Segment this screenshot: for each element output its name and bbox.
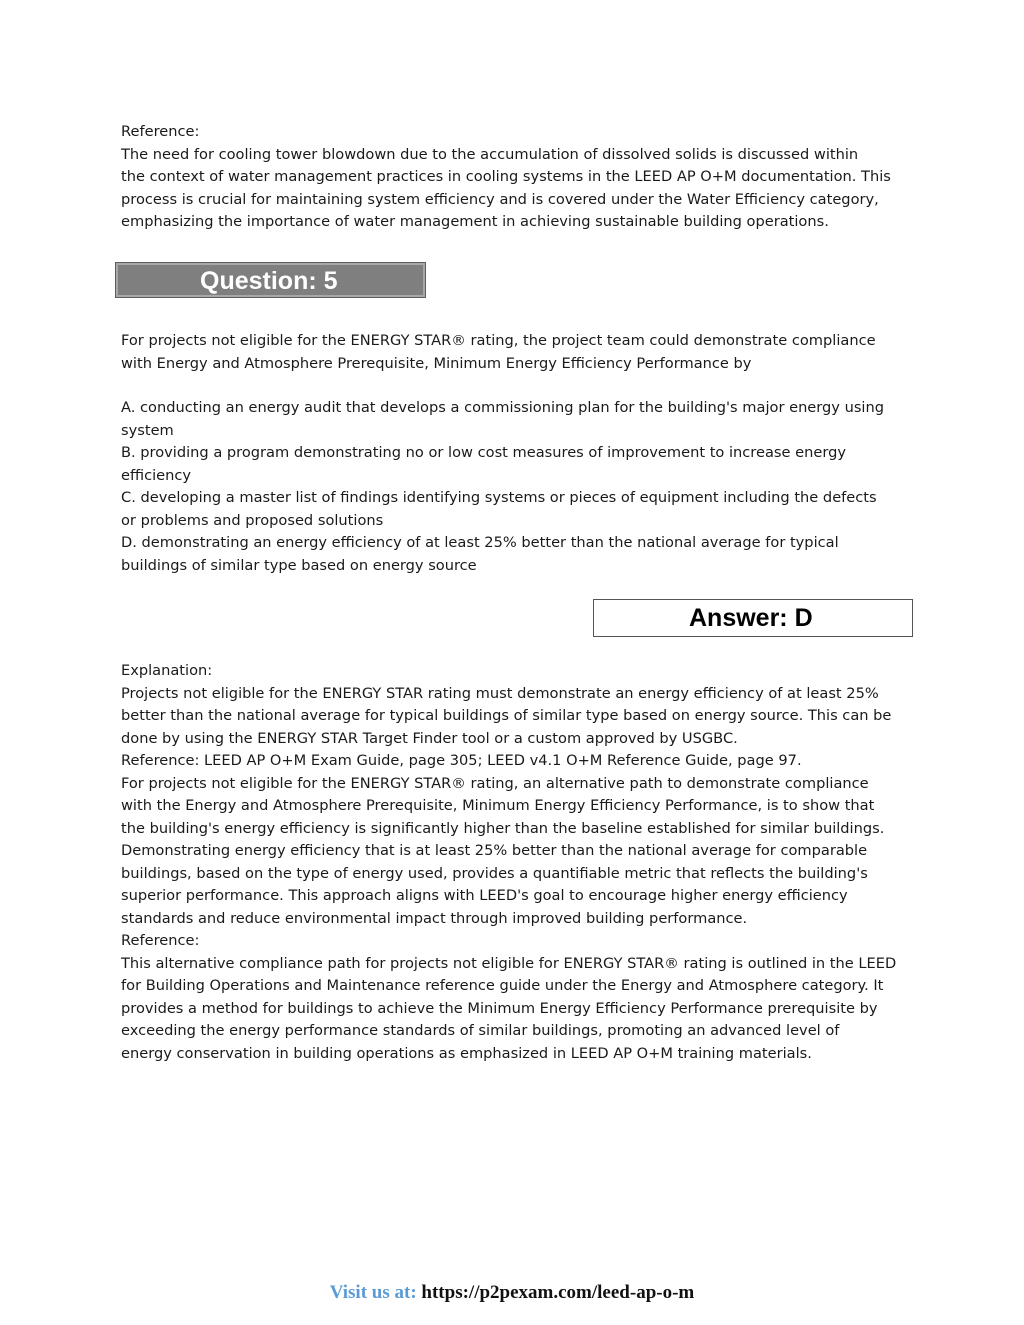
answer-options bbox=[121, 397, 911, 577]
option-a: A. conducting an energy audit that develops a commissioning plan for the building's major energy using bbox=[121, 399, 884, 416]
question-text-section bbox=[121, 330, 911, 375]
explanation-line: better than the national average for typical buildings of similar type based on energy source. This can be bbox=[121, 707, 892, 724]
page-footer bbox=[0, 1281, 1024, 1305]
reference-line: process is crucial for maintaining system efficiency and is covered under the Water Efficiency category, bbox=[121, 190, 879, 208]
answer-label: Answer: D bbox=[689, 604, 813, 632]
question-line: For projects not eligible for the ENERGY STAR® rating, the project team could demonstrate compliance bbox=[121, 332, 876, 349]
reference-label: Reference: bbox=[121, 123, 200, 140]
explanation-line: standards and reduce environmental impact through improved building performance. bbox=[121, 909, 748, 927]
explanation-line: buildings, based on the type of energy used, provides a quantifiable metric that reflects the building's bbox=[121, 864, 868, 882]
explanation-line: with the Energy and Atmosphere Prerequisite, Minimum Energy Efficiency Performance, is to show that bbox=[121, 797, 875, 814]
option-c-cont: or problems and proposed solutions bbox=[121, 511, 384, 529]
answer-box bbox=[593, 599, 913, 637]
option-b-cont: efficiency bbox=[121, 466, 192, 484]
explanation-line: done by using the ENERGY STAR Target Finder tool or a custom approved by USGBC. bbox=[121, 729, 738, 747]
footer-visit-label: Visit us at: bbox=[329, 1282, 417, 1303]
reference-line: the context of water management practices in cooling systems in the LEED AP O+M documentation. This bbox=[121, 168, 891, 185]
explanation-line: the building's energy efficiency is significantly higher than the baseline established for similar buildings. bbox=[121, 819, 885, 837]
explanation-line: exceeding the energy performance standards of similar buildings, promoting an advanced level of bbox=[121, 1022, 840, 1039]
explanation-text bbox=[121, 660, 911, 1065]
options-list bbox=[121, 397, 911, 577]
explanation-heading: Explanation: bbox=[121, 662, 213, 679]
option-a-cont: system bbox=[121, 421, 174, 439]
option-b: B. providing a program demonstrating no or low cost measures of improvement to increase energy bbox=[121, 444, 846, 461]
explanation-line: for Building Operations and Maintenance reference guide under the Energy and Atmosphere category. It bbox=[121, 977, 884, 994]
question-line: with Energy and Atmosphere Prerequisite, Minimum Energy Efficiency Performance by bbox=[121, 354, 752, 372]
explanation-line: Reference: LEED AP O+M Exam Guide, page 305; LEED v4.1 O+M Reference Guide, page 97. bbox=[121, 752, 802, 769]
explanation-line: energy conservation in building operations as emphasized in LEED AP O+M training materials. bbox=[121, 1044, 812, 1062]
footer-url-link[interactable]: https://p2pexam.com/leed-ap-o-m bbox=[421, 1282, 695, 1303]
reference-line: The need for cooling tower blowdown due to the accumulation of dissolved solids is discussed within bbox=[121, 145, 859, 163]
option-c: C. developing a master list of findings identifying systems or pieces of equipment including the defects bbox=[121, 489, 877, 506]
explanation-line: Demonstrating energy efficiency that is at least 25% better than the national average for comparable bbox=[121, 842, 868, 859]
explanation-line: This alternative compliance path for projects not eligible for ENERGY STAR® rating is outlined in the LEED bbox=[121, 954, 897, 972]
question-text bbox=[121, 330, 911, 375]
option-d: D. demonstrating an energy efficiency of at least 25% better than the national average for typical bbox=[121, 534, 839, 551]
explanation-line: provides a method for buildings to achieve the Minimum Energy Efficiency Performance prerequisite by bbox=[121, 999, 878, 1017]
question-title: Question: 5 bbox=[200, 267, 338, 295]
explanation-section bbox=[121, 660, 911, 1065]
explanation-line: For projects not eligible for the ENERGY STAR® rating, an alternative path to demonstrate compliance bbox=[121, 774, 869, 792]
reference-text bbox=[121, 121, 911, 234]
question-banner bbox=[115, 262, 426, 298]
explanation-line: Projects not eligible for the ENERGY STAR rating must demonstrate an energy efficiency of at least 25% bbox=[121, 684, 879, 702]
explanation-line: superior performance. This approach aligns with LEED's goal to encourage higher energy efficiency bbox=[121, 887, 848, 904]
reference-section bbox=[121, 121, 911, 234]
option-d-cont: buildings of similar type based on energy source bbox=[121, 556, 477, 574]
reference-line: emphasizing the importance of water management in achieving sustainable building operations. bbox=[121, 213, 829, 230]
explanation-reference-label: Reference: bbox=[121, 932, 200, 949]
